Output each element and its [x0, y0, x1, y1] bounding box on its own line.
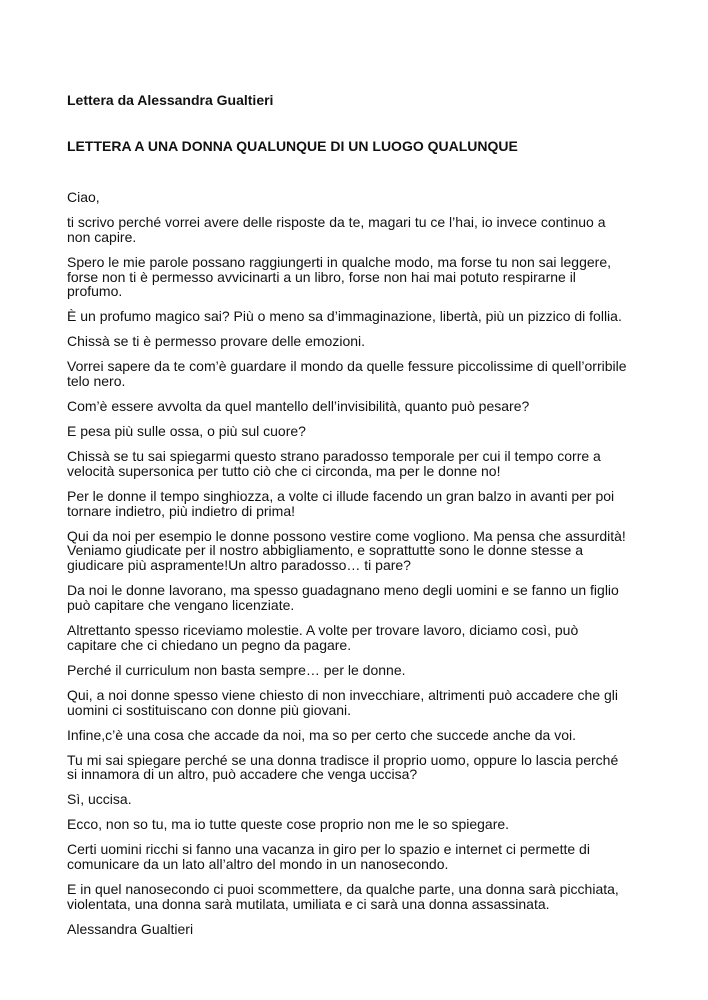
- paragraph: [67, 817, 687, 832]
- paragraph: [67, 424, 687, 439]
- text-line: non capire.: [67, 228, 137, 245]
- text-line: Infine,c’è una cosa che accade da noi, ma so per certo che succede anche da voi.: [67, 726, 576, 743]
- text-line: Da noi le donne lavorano, ma spesso guadagnano meno degli uomini e se fanno un figlio: [67, 582, 619, 599]
- text-line: Altrettanto spesso riceviamo molestie. A volte per trovare lavoro, diciamo così, può: [67, 621, 579, 638]
- text-line: Veniamo giudicate per il nostro abbigliamento, e soprattutte sono le donne stesse a: [67, 542, 583, 559]
- text-line: Qui, a noi donne spesso viene chiesto di non invecchiare, altrimenti può accadere che gli: [67, 686, 618, 703]
- text-line: si innamora di un altro, può accadere che venga uccisa?: [67, 766, 418, 783]
- text-line: Spero le mie parole possano raggiungerti in qualche modo, ma forse tu non sai leggere,: [67, 253, 611, 270]
- text-line: È un profumo magico sai? Più o meno sa d’immaginazione, libertà, più un pizzico di follia.: [67, 308, 622, 325]
- document-title: Lettera da Alessandra Gualtieri: [67, 92, 274, 108]
- text-line: Certi uomini ricchi si fanno una vacanza in giro per lo spazio e internet ci permette di: [67, 841, 590, 858]
- text-line: ti scrivo perché vorrei avere delle risposte da te, magari tu ce l’hai, io invece continuo a: [67, 213, 606, 230]
- text-line: Alessandra Gualtieri: [67, 920, 194, 937]
- letter-heading: LETTERA A UNA DONNA QUALUNQUE DI UN LUOGO QUALUNQUE: [67, 138, 518, 154]
- paragraph: [67, 359, 687, 389]
- text-line: Vorrei sapere da te com’è guardare il mondo da quelle fessure piccolissime di quell’orribile: [67, 358, 627, 375]
- signature: [67, 922, 687, 937]
- paragraph: [67, 309, 687, 324]
- text-line: Chissà se tu sai spiegarmi questo strano paradosso temporale per cui il tempo corre a: [67, 448, 601, 465]
- text-line: telo nero.: [67, 373, 126, 390]
- text-line: Qui da noi per esempio le donne possono vestire come vogliono. Ma pensa che assurdità!: [67, 527, 626, 544]
- text-line: tornare indietro, più indietro di prima!: [67, 502, 296, 519]
- letter-body: [67, 190, 687, 947]
- text-line: Per le donne il tempo singhiozza, a volte ci illude facendo un gran balzo in avanti per poi: [67, 487, 615, 504]
- paragraph: [67, 623, 687, 653]
- paragraph: [67, 688, 687, 718]
- text-line: E pesa più sulle ossa, o più sul cuore?: [67, 423, 306, 440]
- paragraph: [67, 753, 687, 783]
- paragraph: [67, 190, 687, 205]
- text-line: Ecco, non so tu, ma io tutte queste cose proprio non me le so spiegare.: [67, 816, 510, 833]
- text-line: E in quel nanosecondo ci puoi scommettere, da qualche parte, una donna sarà picchiata,: [67, 881, 619, 898]
- paragraph: [67, 449, 687, 479]
- text-line: Tu mi sai spiegare perché se una donna tradisce il proprio uomo, oppure lo lascia perché: [67, 751, 619, 768]
- text-line: Chissà se ti è permesso provare delle emozioni.: [67, 333, 366, 350]
- paragraph: [67, 583, 687, 613]
- paragraph: [67, 663, 687, 678]
- paragraph: [67, 489, 687, 519]
- text-line: uomini ci sostituiscano con donne più giovani.: [67, 701, 352, 718]
- text-line: capitare che ci chiedano un pegno da pagare.: [67, 636, 352, 653]
- text-line: Ciao,: [67, 189, 100, 205]
- paragraph: [67, 529, 687, 573]
- text-line: Com’è essere avvolta da quel mantello dell’invisibilità, quanto può pesare?: [67, 398, 530, 415]
- paragraph: [67, 255, 687, 299]
- text-line: profumo.: [67, 283, 123, 300]
- text-line: Sì, uccisa.: [67, 791, 132, 808]
- paragraph: [67, 728, 687, 743]
- text-line: velocità supersonica per tutto ciò che ci circonda, ma per le donne no!: [67, 462, 501, 479]
- paragraph: [67, 842, 687, 872]
- paragraph: [67, 215, 687, 245]
- text-line: giudicare più aspramente!Un altro paradosso… ti pare?: [67, 557, 411, 574]
- text-line: forse non ti è permesso avvicinarti a un libro, forse non hai mai potuto respirarne il: [67, 268, 576, 285]
- paragraph: [67, 882, 687, 912]
- text-line: Perché il curriculum non basta sempre… per le donne.: [67, 661, 406, 678]
- text-line: violentata, una donna sarà mutilata, umiliata e ci sarà una donna assassinata.: [67, 895, 550, 912]
- paragraph: [67, 334, 687, 349]
- text-line: comunicare da un lato all’altro del mondo in un nanosecondo.: [67, 856, 449, 873]
- paragraph: [67, 399, 687, 414]
- text-line: può capitare che vengano licenziate.: [67, 597, 295, 613]
- paragraph: [67, 792, 687, 807]
